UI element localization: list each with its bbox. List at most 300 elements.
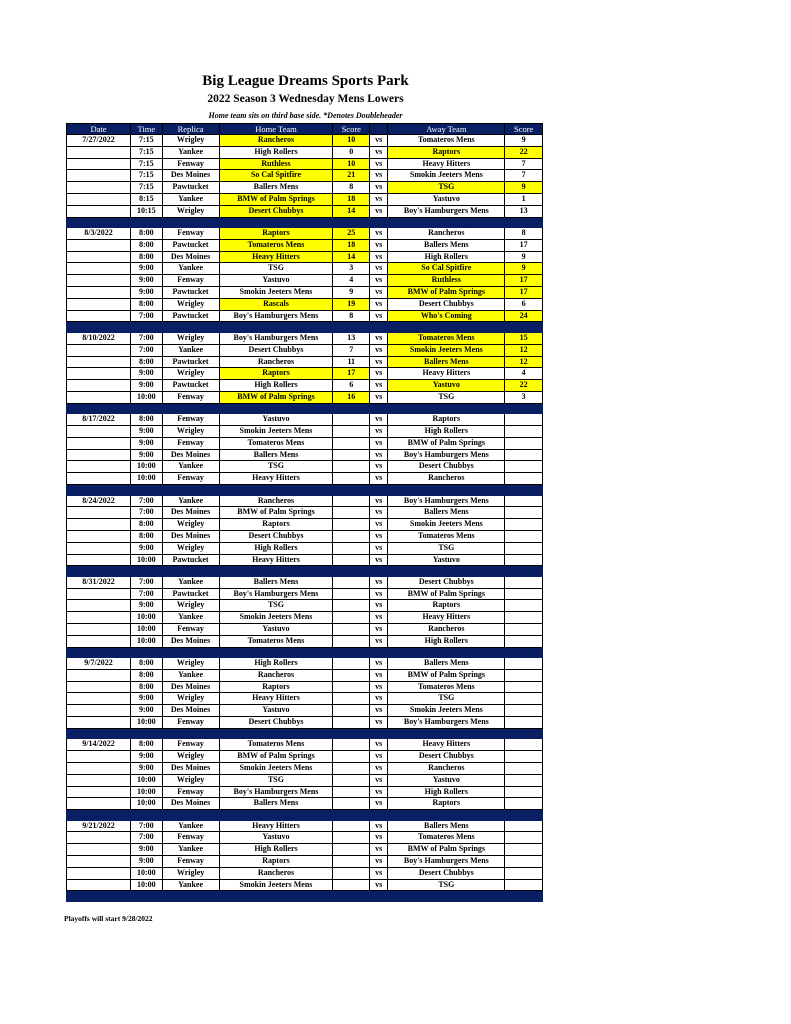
away-team: Yastuvo xyxy=(388,554,505,566)
away-team: Who's Coming xyxy=(388,310,505,322)
game-row xyxy=(67,681,543,693)
vs-label: vs xyxy=(370,867,388,879)
game-replica: Yankee xyxy=(162,669,219,681)
home-score: 8 xyxy=(333,310,370,322)
away-team: Boy's Hamburgers Mens xyxy=(388,205,505,217)
game-row xyxy=(67,495,543,507)
home-score: 25 xyxy=(333,228,370,240)
home-score xyxy=(333,798,370,810)
game-time: 8:00 xyxy=(131,658,163,670)
game-time: 9:00 xyxy=(131,762,163,774)
away-team: High Rollers xyxy=(388,635,505,647)
game-replica: Wrigley xyxy=(162,867,219,879)
game-date xyxy=(67,867,131,879)
game-time: 7:00 xyxy=(131,832,163,844)
game-row xyxy=(67,310,543,322)
game-date xyxy=(67,798,131,810)
game-time: 7:00 xyxy=(131,344,163,356)
away-team: TSG xyxy=(388,542,505,554)
game-date xyxy=(67,391,131,403)
away-score xyxy=(505,856,543,868)
vs-label: vs xyxy=(370,507,388,519)
vs-label: vs xyxy=(370,228,388,240)
home-team: Heavy Hitters xyxy=(219,251,333,263)
game-time: 10:15 xyxy=(131,205,163,217)
away-team: Rancheros xyxy=(388,228,505,240)
page-title: Big League Dreams Sports Park xyxy=(202,73,409,89)
game-replica: Des Moines xyxy=(162,251,219,263)
away-team: Yastuvo xyxy=(388,380,505,392)
away-score xyxy=(505,798,543,810)
vs-label: vs xyxy=(370,774,388,786)
away-team: BMW of Palm Springs xyxy=(388,588,505,600)
game-replica: Wrigley xyxy=(162,600,219,612)
vs-label: vs xyxy=(370,762,388,774)
game-replica: Fenway xyxy=(162,739,219,751)
vs-label: vs xyxy=(370,193,388,205)
away-score xyxy=(505,612,543,624)
vs-label: vs xyxy=(370,205,388,217)
away-score: 17 xyxy=(505,287,543,299)
game-time: 9:00 xyxy=(131,368,163,380)
vs-label: vs xyxy=(370,519,388,531)
game-date xyxy=(67,669,131,681)
game-date xyxy=(67,635,131,647)
game-row xyxy=(67,844,543,856)
away-team: Smokin Jeeters Mens xyxy=(388,344,505,356)
vs-label: vs xyxy=(370,298,388,310)
home-score xyxy=(333,693,370,705)
vs-label: vs xyxy=(370,356,388,368)
game-time: 8:00 xyxy=(131,530,163,542)
game-time: 9:00 xyxy=(131,380,163,392)
game-time: 10:00 xyxy=(131,391,163,403)
game-replica: Yankee xyxy=(162,879,219,891)
game-date xyxy=(67,437,131,449)
game-row xyxy=(67,135,543,147)
game-date xyxy=(67,461,131,473)
away-team: BMW of Palm Springs xyxy=(388,287,505,299)
home-team: Desert Chubbys xyxy=(219,717,333,729)
home-team: Boy's Hamburgers Mens xyxy=(219,332,333,344)
home-score xyxy=(333,820,370,832)
away-score: 4 xyxy=(505,368,543,380)
game-row xyxy=(67,380,543,392)
home-team: High Rollers xyxy=(219,146,333,158)
home-team: Rancheros xyxy=(219,669,333,681)
game-time: 8:15 xyxy=(131,193,163,205)
home-score xyxy=(333,530,370,542)
away-score: 7 xyxy=(505,158,543,170)
away-team: Tomateros Mens xyxy=(388,530,505,542)
game-date xyxy=(67,239,131,251)
game-row xyxy=(67,287,543,299)
game-row xyxy=(67,786,543,798)
away-score xyxy=(505,576,543,588)
game-date xyxy=(67,356,131,368)
game-replica: Fenway xyxy=(162,623,219,635)
home-score xyxy=(333,751,370,763)
away-score xyxy=(505,426,543,438)
col-header-home-team: Home Team xyxy=(219,124,333,135)
game-row xyxy=(67,298,543,310)
game-time: 7:00 xyxy=(131,507,163,519)
game-date xyxy=(67,530,131,542)
game-row xyxy=(67,705,543,717)
home-team: High Rollers xyxy=(219,380,333,392)
game-time: 8:00 xyxy=(131,681,163,693)
away-team: Desert Chubbys xyxy=(388,461,505,473)
game-date xyxy=(67,146,131,158)
game-date xyxy=(67,844,131,856)
game-replica: Yankee xyxy=(162,146,219,158)
game-row xyxy=(67,588,543,600)
footer-note: Playoffs will start 9/28/2022 xyxy=(64,914,153,923)
game-replica: Des Moines xyxy=(162,681,219,693)
home-team: Rancheros xyxy=(219,135,333,147)
home-score xyxy=(333,426,370,438)
away-team: High Rollers xyxy=(388,251,505,263)
game-replica: Fenway xyxy=(162,275,219,287)
vs-label: vs xyxy=(370,751,388,763)
away-team: Smokin Jeeters Mens xyxy=(388,170,505,182)
away-score xyxy=(505,519,543,531)
col-header-vs xyxy=(370,124,388,135)
home-team: Ballers Mens xyxy=(219,576,333,588)
away-team: Boy's Hamburgers Mens xyxy=(388,449,505,461)
game-replica: Fenway xyxy=(162,391,219,403)
game-date xyxy=(67,856,131,868)
away-team: Desert Chubbys xyxy=(388,576,505,588)
home-score xyxy=(333,588,370,600)
game-replica: Yankee xyxy=(162,820,219,832)
game-row xyxy=(67,414,543,426)
vs-label: vs xyxy=(370,380,388,392)
game-date xyxy=(67,717,131,729)
home-team: Heavy Hitters xyxy=(219,820,333,832)
game-row xyxy=(67,669,543,681)
vs-label: vs xyxy=(370,146,388,158)
game-time: 9:00 xyxy=(131,693,163,705)
vs-label: vs xyxy=(370,426,388,438)
game-replica: Fenway xyxy=(162,473,219,485)
game-date xyxy=(67,832,131,844)
away-score xyxy=(505,879,543,891)
game-replica: Yankee xyxy=(162,344,219,356)
vs-label: vs xyxy=(370,600,388,612)
game-row xyxy=(67,449,543,461)
vs-label: vs xyxy=(370,658,388,670)
home-team: Smokin Jeeters Mens xyxy=(219,879,333,891)
vs-label: vs xyxy=(370,693,388,705)
vs-label: vs xyxy=(370,310,388,322)
game-time: 9:00 xyxy=(131,287,163,299)
away-team: Boy's Hamburgers Mens xyxy=(388,856,505,868)
away-score xyxy=(505,820,543,832)
game-date: 9/14/2022 xyxy=(67,739,131,751)
home-team: Tomateros Mens xyxy=(219,239,333,251)
game-date xyxy=(67,612,131,624)
schedule-table xyxy=(66,123,543,902)
home-team: Raptors xyxy=(219,368,333,380)
home-team: Tomateros Mens xyxy=(219,635,333,647)
away-score: 17 xyxy=(505,275,543,287)
game-row xyxy=(67,739,543,751)
game-date xyxy=(67,519,131,531)
away-team: Raptors xyxy=(388,414,505,426)
home-team: Tomateros Mens xyxy=(219,437,333,449)
game-date xyxy=(67,251,131,263)
home-score xyxy=(333,774,370,786)
game-row xyxy=(67,751,543,763)
home-score: 6 xyxy=(333,380,370,392)
game-date xyxy=(67,170,131,182)
home-score: 8 xyxy=(333,182,370,194)
game-row xyxy=(67,576,543,588)
game-time: 8:00 xyxy=(131,298,163,310)
home-score: 19 xyxy=(333,298,370,310)
game-date xyxy=(67,368,131,380)
home-team: Rancheros xyxy=(219,495,333,507)
home-team: Smokin Jeeters Mens xyxy=(219,426,333,438)
vs-label: vs xyxy=(370,344,388,356)
home-score xyxy=(333,473,370,485)
game-replica: Fenway xyxy=(162,414,219,426)
home-score xyxy=(333,507,370,519)
game-time: 8:00 xyxy=(131,669,163,681)
week-separator xyxy=(67,810,543,821)
game-time: 9:00 xyxy=(131,856,163,868)
home-team: Raptors xyxy=(219,519,333,531)
game-date xyxy=(67,681,131,693)
vs-label: vs xyxy=(370,251,388,263)
game-replica: Pawtucket xyxy=(162,380,219,392)
home-team: BMW of Palm Springs xyxy=(219,193,333,205)
game-time: 7:15 xyxy=(131,170,163,182)
away-team: BMW of Palm Springs xyxy=(388,669,505,681)
away-team: Tomateros Mens xyxy=(388,832,505,844)
home-team: Yastuvo xyxy=(219,623,333,635)
game-row xyxy=(67,820,543,832)
vs-label: vs xyxy=(370,554,388,566)
game-replica: Pawtucket xyxy=(162,182,219,194)
game-row xyxy=(67,170,543,182)
away-score: 1 xyxy=(505,193,543,205)
home-team: Boy's Hamburgers Mens xyxy=(219,786,333,798)
vs-label: vs xyxy=(370,414,388,426)
away-score xyxy=(505,437,543,449)
away-score xyxy=(505,658,543,670)
home-team: Ballers Mens xyxy=(219,182,333,194)
vs-label: vs xyxy=(370,786,388,798)
week-separator-band xyxy=(67,322,543,333)
game-time: 7:00 xyxy=(131,588,163,600)
away-score xyxy=(505,669,543,681)
home-team: BMW of Palm Springs xyxy=(219,391,333,403)
game-replica: Pawtucket xyxy=(162,554,219,566)
home-score xyxy=(333,739,370,751)
away-score xyxy=(505,693,543,705)
away-team: Heavy Hitters xyxy=(388,739,505,751)
home-score xyxy=(333,414,370,426)
away-score: 12 xyxy=(505,344,543,356)
away-team: TSG xyxy=(388,182,505,194)
home-score xyxy=(333,658,370,670)
col-header-home-score: Score xyxy=(333,124,370,135)
away-team: TSG xyxy=(388,391,505,403)
home-score xyxy=(333,576,370,588)
vs-label: vs xyxy=(370,879,388,891)
game-replica: Wrigley xyxy=(162,426,219,438)
week-separator xyxy=(67,891,543,902)
home-score xyxy=(333,495,370,507)
game-replica: Pawtucket xyxy=(162,287,219,299)
vs-label: vs xyxy=(370,681,388,693)
game-replica: Yankee xyxy=(162,844,219,856)
home-team: Desert Chubbys xyxy=(219,344,333,356)
week-separator-band xyxy=(67,403,543,414)
col-header-time: Time xyxy=(131,124,163,135)
home-team: Yastuvo xyxy=(219,414,333,426)
away-team: Smokin Jeeters Mens xyxy=(388,705,505,717)
game-row xyxy=(67,554,543,566)
game-date xyxy=(67,600,131,612)
home-score: 16 xyxy=(333,391,370,403)
away-team: Boy's Hamburgers Mens xyxy=(388,495,505,507)
game-replica: Fenway xyxy=(162,832,219,844)
game-time: 7:15 xyxy=(131,146,163,158)
home-score: 3 xyxy=(333,263,370,275)
away-team: Rancheros xyxy=(388,762,505,774)
home-score xyxy=(333,832,370,844)
home-team: Smokin Jeeters Mens xyxy=(219,287,333,299)
home-score: 21 xyxy=(333,170,370,182)
game-replica: Fenway xyxy=(162,786,219,798)
away-score: 8 xyxy=(505,228,543,240)
home-team: So Cal Spitfire xyxy=(219,170,333,182)
vs-label: vs xyxy=(370,798,388,810)
away-team: Ballers Mens xyxy=(388,658,505,670)
away-score xyxy=(505,751,543,763)
game-row xyxy=(67,867,543,879)
home-team: High Rollers xyxy=(219,542,333,554)
game-replica: Des Moines xyxy=(162,635,219,647)
game-date xyxy=(67,705,131,717)
home-team: Ballers Mens xyxy=(219,798,333,810)
game-row xyxy=(67,426,543,438)
away-team: TSG xyxy=(388,693,505,705)
game-time: 7:15 xyxy=(131,158,163,170)
game-replica: Yankee xyxy=(162,193,219,205)
away-score xyxy=(505,635,543,647)
week-separator xyxy=(67,566,543,577)
week-separator-band xyxy=(67,217,543,228)
game-row xyxy=(67,507,543,519)
vs-label: vs xyxy=(370,437,388,449)
game-date xyxy=(67,298,131,310)
vs-label: vs xyxy=(370,135,388,147)
home-score: 9 xyxy=(333,287,370,299)
week-separator xyxy=(67,647,543,658)
game-replica: Yankee xyxy=(162,576,219,588)
game-date: 8/31/2022 xyxy=(67,576,131,588)
game-row xyxy=(67,623,543,635)
game-replica: Wrigley xyxy=(162,332,219,344)
week-separator-band xyxy=(67,891,543,902)
week-separator-band xyxy=(67,810,543,821)
away-team: Raptors xyxy=(388,600,505,612)
game-row xyxy=(67,600,543,612)
home-score xyxy=(333,612,370,624)
vs-label: vs xyxy=(370,495,388,507)
game-row xyxy=(67,158,543,170)
away-score: 7 xyxy=(505,170,543,182)
home-team: Ballers Mens xyxy=(219,449,333,461)
page-subtitle: 2022 Season 3 Wednesday Mens Lowers xyxy=(207,93,404,105)
home-team: Heavy Hitters xyxy=(219,554,333,566)
home-team: TSG xyxy=(219,263,333,275)
home-score xyxy=(333,705,370,717)
schedule-header-row xyxy=(67,124,543,135)
vs-label: vs xyxy=(370,542,388,554)
home-score xyxy=(333,449,370,461)
week-separator-band xyxy=(67,647,543,658)
game-time: 10:00 xyxy=(131,635,163,647)
game-date: 7/27/2022 xyxy=(67,135,131,147)
game-time: 7:15 xyxy=(131,135,163,147)
game-row xyxy=(67,437,543,449)
game-date xyxy=(67,588,131,600)
home-score: 10 xyxy=(333,135,370,147)
away-team: Tomateros Mens xyxy=(388,681,505,693)
game-replica: Yankee xyxy=(162,612,219,624)
vs-label: vs xyxy=(370,158,388,170)
home-team: High Rollers xyxy=(219,844,333,856)
game-row xyxy=(67,461,543,473)
away-team: Desert Chubbys xyxy=(388,751,505,763)
home-team: BMW of Palm Springs xyxy=(219,507,333,519)
game-row xyxy=(67,473,543,485)
game-time: 8:00 xyxy=(131,228,163,240)
home-score xyxy=(333,669,370,681)
game-time: 8:00 xyxy=(131,251,163,263)
home-score xyxy=(333,554,370,566)
vs-label: vs xyxy=(370,739,388,751)
away-score xyxy=(505,449,543,461)
game-time: 10:00 xyxy=(131,786,163,798)
home-score xyxy=(333,879,370,891)
game-row xyxy=(67,275,543,287)
vs-label: vs xyxy=(370,820,388,832)
vs-label: vs xyxy=(370,844,388,856)
vs-label: vs xyxy=(370,239,388,251)
vs-label: vs xyxy=(370,391,388,403)
game-row xyxy=(67,332,543,344)
home-team: BMW of Palm Springs xyxy=(219,751,333,763)
away-team: Ballers Mens xyxy=(388,356,505,368)
game-replica: Wrigley xyxy=(162,205,219,217)
game-row xyxy=(67,832,543,844)
game-time: 9:00 xyxy=(131,437,163,449)
game-time: 10:00 xyxy=(131,623,163,635)
home-team: TSG xyxy=(219,461,333,473)
away-team: Tomateros Mens xyxy=(388,135,505,147)
vs-label: vs xyxy=(370,635,388,647)
game-replica: Pawtucket xyxy=(162,588,219,600)
game-time: 9:00 xyxy=(131,600,163,612)
game-replica: Wrigley xyxy=(162,519,219,531)
away-score xyxy=(505,473,543,485)
